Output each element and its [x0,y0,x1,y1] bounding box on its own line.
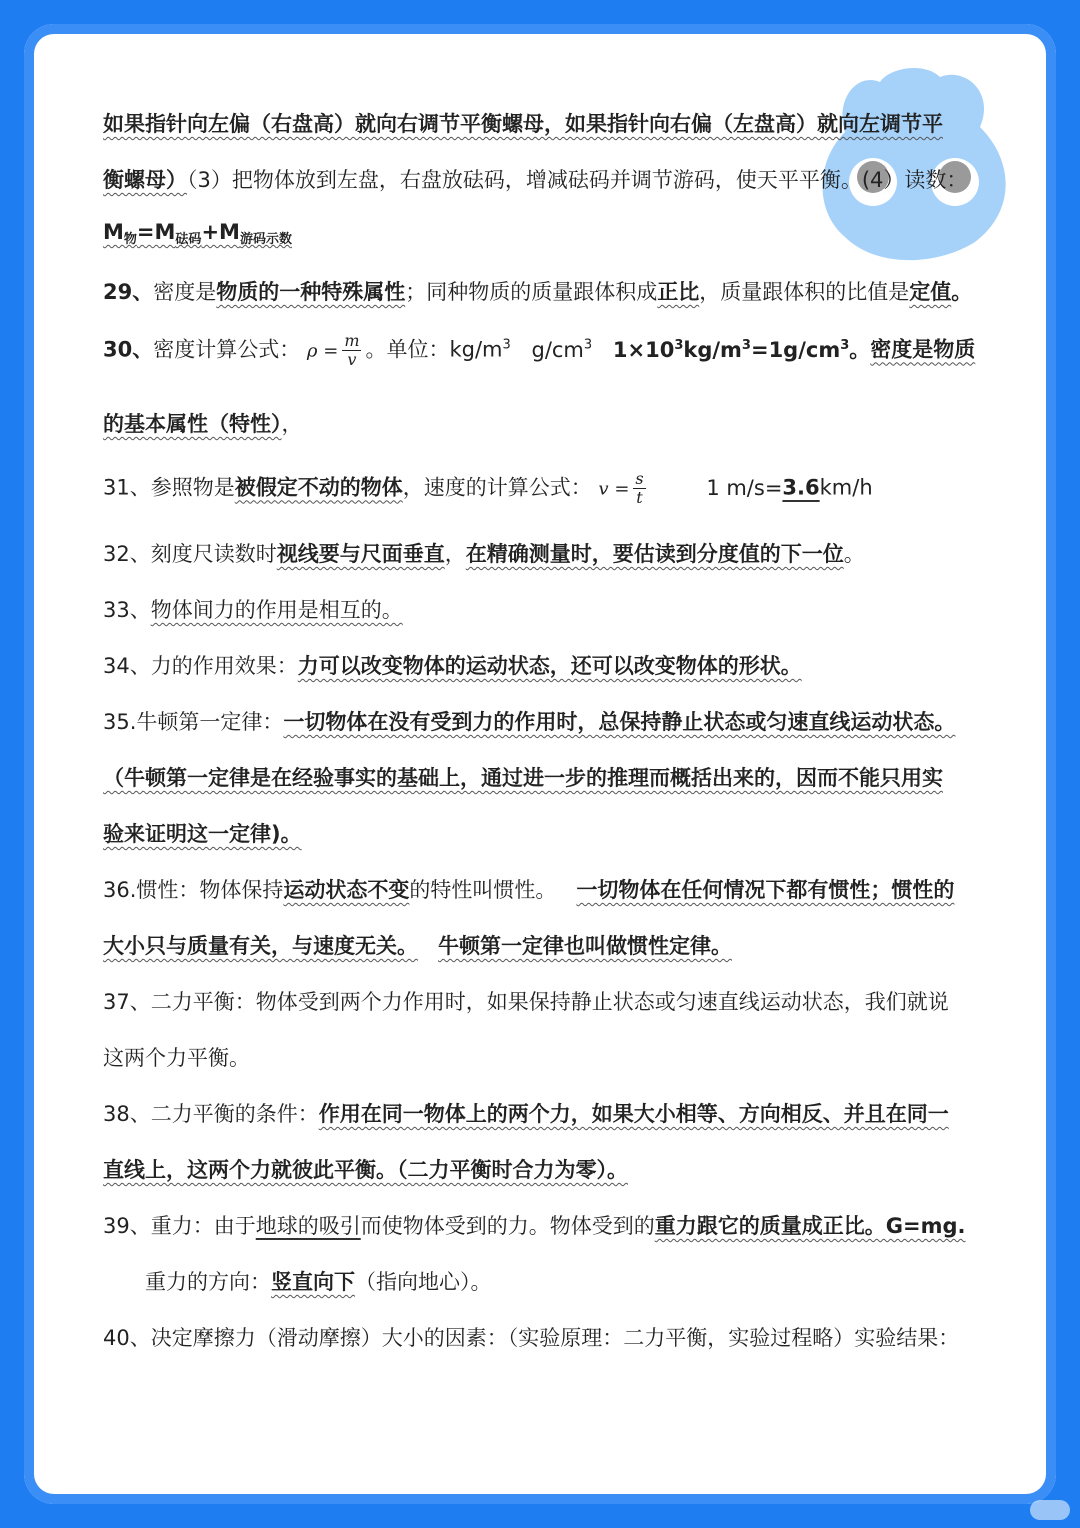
item-32: 32、刻度尺读数时视线要与尺面垂直，在精确测量时，要估读到分度值的下一位。 [103,542,865,566]
density-fraction: $\frac{m}{v}$ [344,331,360,369]
item-36-cont: 大小只与质量有关，与速度无关。 牛顿第一定律也叫做惯性定律。 [103,934,732,958]
item-29: 29、密度是物质的一种特殊属性；同种物质的质量跟体积成正比，质量跟体积的比值是定值。 [103,280,973,304]
blob-mascot-icon [815,62,1015,262]
item-30: 30、密度计算公式： ρ = $\frac{m}{v}$ 。单位：$kg/m^3$ $g/cm^3$ $1\times 10^3kg/m^3=1g/cm^3$。密度是物质 [103,331,976,369]
item-38-cont: 直线上，这两个力就彼此平衡。（二力平衡时合力为零）。 [103,1158,628,1182]
item-31: 31、参照物是被假定不动的物体，速度的计算公式： v = $\frac{s}{t}$ 1 m/s=3.6km/h [103,469,873,507]
item-36: 36.惯性：物体保持运动状态不变的特性叫惯性。 一切物体在任何情况下都有惯性；惯性的 [103,878,955,902]
line-mass-formula: $M_物=M_{砝码}+M_{游码示数}$ [103,220,292,247]
watermark-badge [1030,1500,1070,1520]
item-38: 38、二力平衡的条件：作用在同一物体上的两个力，如果大小相等、方向相反、并且在同一 [103,1102,949,1126]
item-39-cont: 重力的方向：竖直向下（指向地心）。 [145,1270,492,1294]
speed-fraction: $\frac{s}{t}$ [635,469,644,507]
item-35-cont: （牛顿第一定律是在经验事实的基础上，通过进一步的推理而概括出来的，因而不能只用实 [103,766,943,790]
line-balance-adjust: 如果指针向左偏（右盘高）就向右调节平衡螺母，如果指针向右偏（左盘高）就向左调节平 [103,112,943,136]
item-34: 34、力的作用效果：力可以改变物体的运动状态，还可以改变物体的形状。 [103,654,802,678]
item-35: 35.牛顿第一定律：一切物体在没有受到力的作用时，总保持静止状态或匀速直线运动状态。 [103,710,956,734]
item-33: 33、物体间力的作用是相互的。 [103,598,403,622]
item-30-cont: 的基本属性（特性）， [103,412,303,436]
line-balance-steps: 衡螺母）（3）把物体放到左盘，右盘放砝码，增减砝码并调节游码，使天平平衡。(4）读数： [103,168,968,192]
item-40: 40、决定摩擦力（滑动摩擦）大小的因素：（实验原理：二力平衡，实验过程略）实验结果： [103,1326,960,1350]
item-37-cont: 这两个力平衡。 [103,1046,250,1070]
item-37: 37、二力平衡：物体受到两个力作用时，如果保持静止状态或匀速直线运动状态，我们就说 [103,990,949,1014]
item-39: 39、重力：由于地球的吸引而使物体受到的力。物体受到的重力跟它的质量成正比。G=mg. [103,1214,966,1238]
item-35-cont2: 验来证明这一定律)。 [103,822,302,846]
